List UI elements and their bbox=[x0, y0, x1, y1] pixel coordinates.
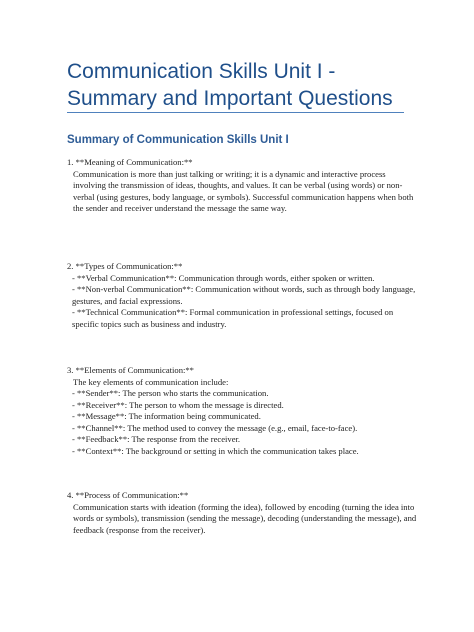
section-heading: 2. **Types of Communication:** bbox=[67, 261, 183, 271]
list-item: - **Message**: The information being communicated. bbox=[72, 411, 261, 421]
list-item: - **Feedback**: The response from the receiver. bbox=[72, 434, 241, 444]
title-divider bbox=[67, 112, 404, 113]
section-heading: 4. **Process of Communication:** bbox=[67, 490, 189, 500]
section-intro: The key elements of communication include: bbox=[73, 376, 229, 387]
section-meaning bbox=[67, 157, 417, 215]
document-title: Communication Skills Unit I - Summary and Important Questions bbox=[67, 60, 393, 110]
list-item: - **Technical Communication**: Formal communication in professional settings, focused on specific topics such as business and industry. bbox=[72, 307, 394, 329]
list-item: - **Receiver**: The person to whom the message is directed. bbox=[72, 399, 284, 410]
list-item: - **Verbal Communication**: Communication through words, either spoken or written. bbox=[72, 272, 375, 283]
list-item: - **Channel**: The method used to convey the message (e.g., email, face-to-face). bbox=[72, 422, 358, 433]
section-process bbox=[67, 490, 417, 536]
section-elements bbox=[67, 365, 417, 457]
section-heading: 3. **Elements of Communication:** bbox=[67, 365, 194, 375]
list-item: - **Sender**: The person who starts the communication. bbox=[72, 388, 269, 398]
section-heading: 1. **Meaning of Communication:** bbox=[67, 157, 193, 167]
section-body: Communication is more than just talking or writing; it is a dynamic and interactive process involving the transmission of ideas, thoughts, and values. It can be verbal (using words) or non-verbal (using gestures, body language, or symbols). Successful communication happens when both the sender and receiver understand the message the same way. bbox=[73, 168, 414, 213]
section-types bbox=[67, 261, 417, 330]
section-subtitle: Summary of Communication Skills Unit I bbox=[67, 134, 289, 146]
list-item: - **Non-verbal Communication**: Communication without words, such as through body language, gestures, and facial expressions. bbox=[72, 284, 416, 306]
section-body: Communication starts with ideation (forming the idea), followed by encoding (turning the idea into words or symbols), transmission (sending the message), decoding (understanding the message), and feedback (response from the receiver). bbox=[73, 501, 417, 535]
list-item: - **Context**: The background or setting in which the communication takes place. bbox=[72, 445, 359, 456]
